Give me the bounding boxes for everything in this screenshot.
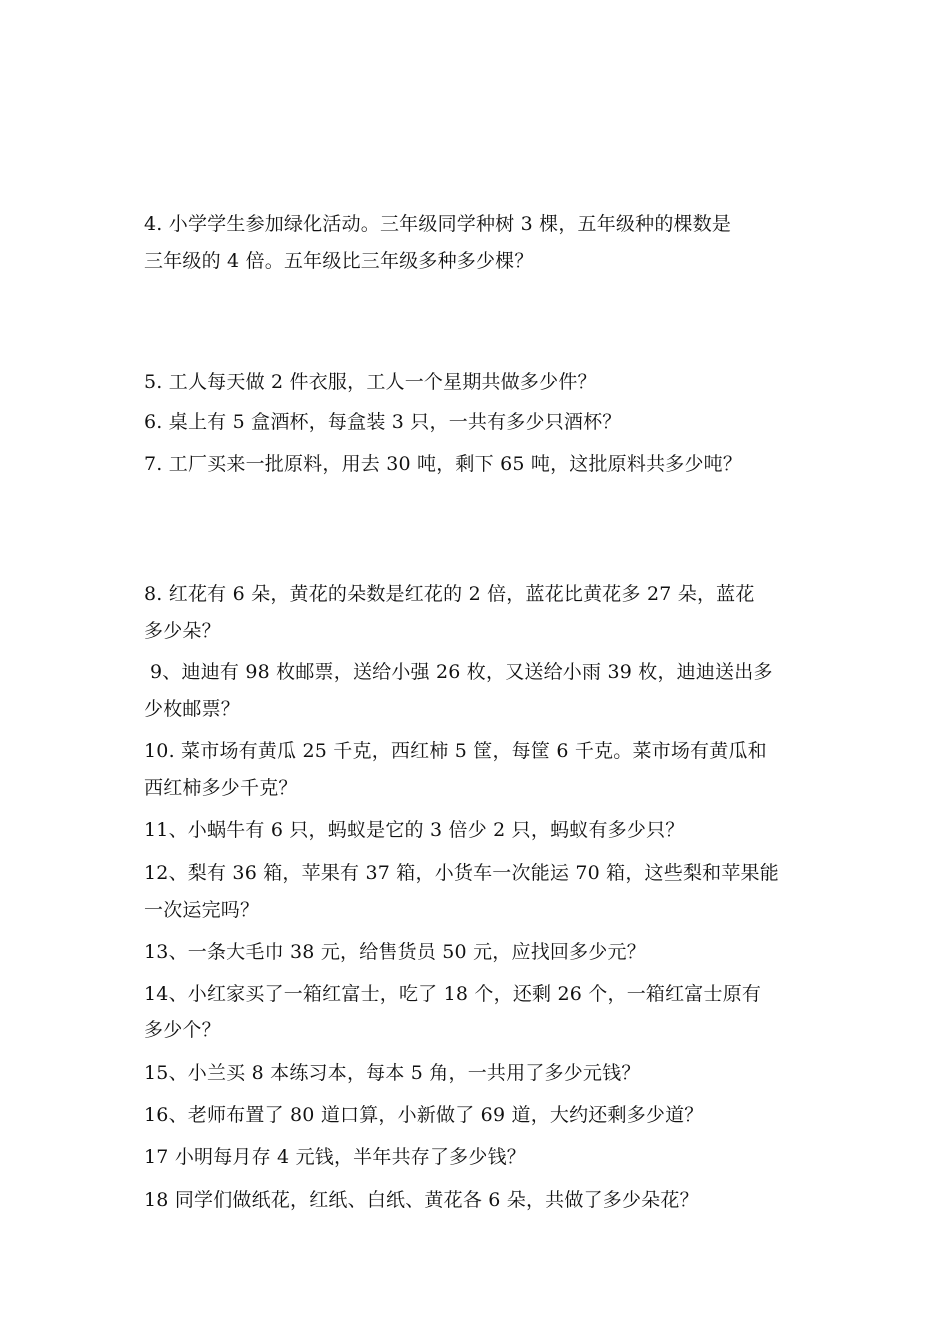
problem-14-line-1: 14、小红家买了一箱红富士，吃了 18 个，还剩 26 个，一箱红富士原有 xyxy=(144,983,762,1005)
problem-8-line-1: 8. 红花有 6 朵，黄花的朵数是红花的 2 倍，蓝花比黄花多 27 朵，蓝花 xyxy=(144,583,755,605)
problem-12-line-1: 12、梨有 36 箱，苹果有 37 箱，小货车一次能运 70 箱，这些梨和苹果能 xyxy=(144,862,779,884)
problem-5: 5. 工人每天做 2 件衣服，工人一个星期共做多少件？ xyxy=(144,371,597,393)
problem-18: 18 同学们做纸花，红纸、白纸、黄花各 6 朵，共做了多少朵花？ xyxy=(144,1189,699,1211)
problem-10-line-1: 10. 菜市场有黄瓜 25 千克，西红柿 5 筐，每筐 6 千克。菜市场有黄瓜和 xyxy=(144,740,767,762)
problem-9-line-1: 9、迪迪有 98 枚邮票，送给小强 26 枚，又送给小雨 39 枚，迪迪送出多 xyxy=(150,661,773,683)
problem-4-line-1: 4. 小学学生参加绿化活动。三年级同学种树 3 棵，五年级种的棵数是 xyxy=(144,213,732,235)
problem-10-line-2: 西红柿多少千克？ xyxy=(144,777,298,799)
problem-4-line-2: 三年级的 4 倍。五年级比三年级多种多少棵？ xyxy=(144,250,534,272)
problem-16: 16、老师布置了 80 道口算，小新做了 69 道，大约还剩多少道？ xyxy=(144,1104,704,1126)
problem-13: 13、一条大毛巾 38 元，给售货员 50 元，应找回多少元？ xyxy=(144,941,646,963)
problem-14-line-2: 多少个？ xyxy=(144,1019,221,1041)
problem-6: 6. 桌上有 5 盒酒杯，每盒装 3 只，一共有多少只酒杯？ xyxy=(144,411,622,433)
problem-11: 11、小蜗牛有 6 只，蚂蚁是它的 3 倍少 2 只，蚂蚁有多少只？ xyxy=(144,819,685,841)
problem-8-line-2: 多少朵？ xyxy=(144,620,221,642)
problem-17: 17 小明每月存 4 元钱，半年共存了多少钱？ xyxy=(144,1146,526,1168)
problem-12-line-2: 一次运完吗？ xyxy=(144,899,260,921)
problem-9-line-2: 少枚邮票？ xyxy=(144,698,241,720)
problem-15: 15、小兰买 8 本练习本，每本 5 角，一共用了多少元钱？ xyxy=(144,1062,641,1084)
problem-7: 7. 工厂买来一批原料，用去 30 吨，剩下 65 吨，这批原料共多少吨？ xyxy=(144,453,743,475)
